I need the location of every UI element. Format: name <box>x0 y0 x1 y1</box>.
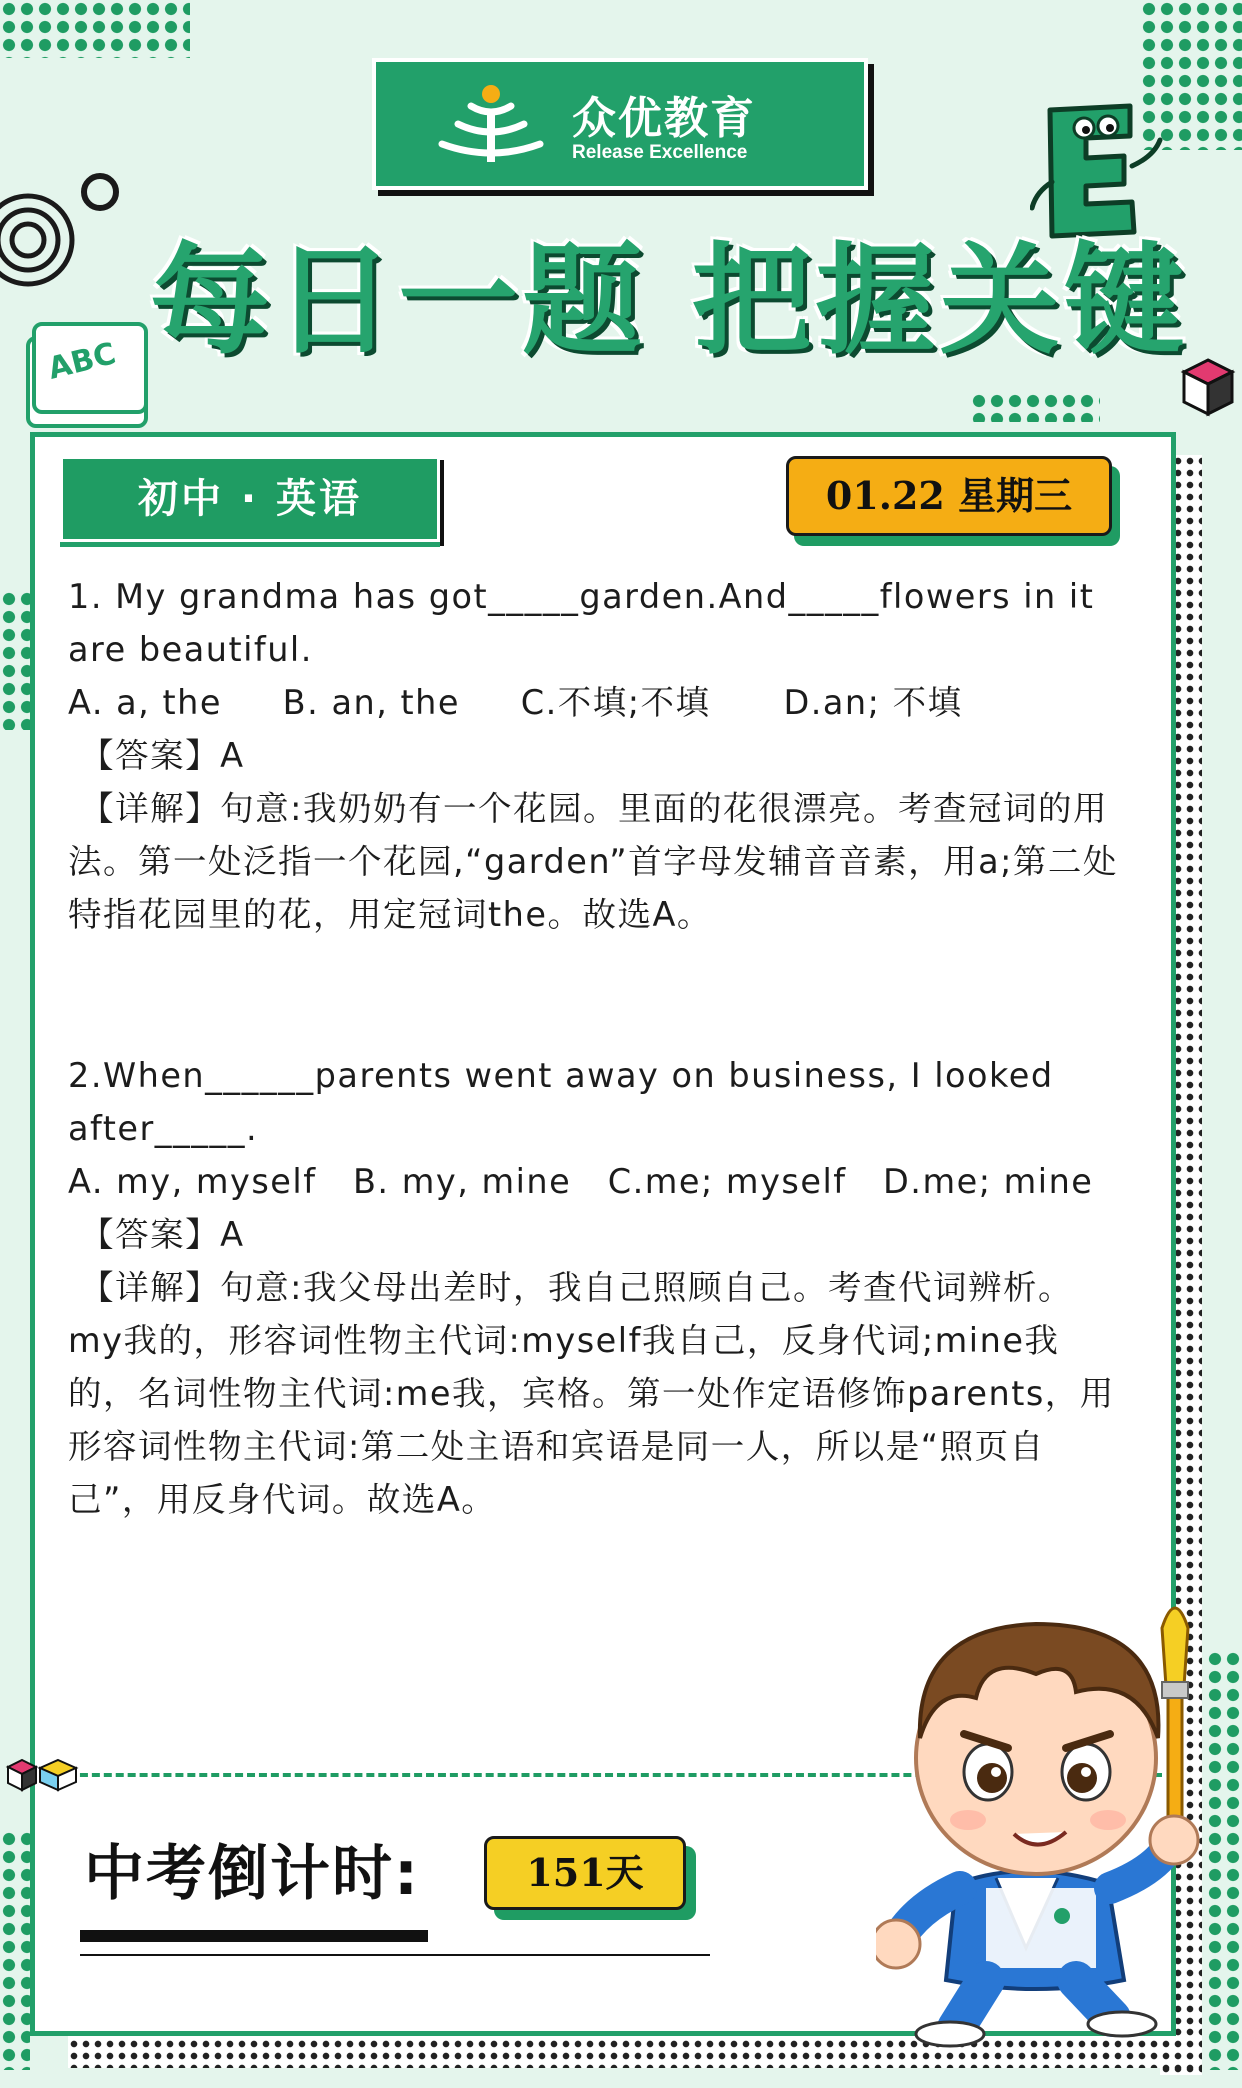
question-options: A. a, the B. an, the C.不填;不填 D.an; 不填 <box>68 683 963 722</box>
tree-logo-icon <box>436 82 546 166</box>
dot-pattern-mid-right <box>970 392 1100 422</box>
countdown-value: 151天 <box>484 1836 686 1910</box>
cube-icon <box>1180 356 1236 418</box>
dot-pattern-top-left <box>0 0 190 58</box>
boy-mascot-icon <box>876 1588 1206 2048</box>
target-icon <box>0 170 130 300</box>
question-explanation: 【详解】句意:我奶奶有一个花园。里面的花很漂亮。考查冠词的用法。第一处泛指一个花园,“garden”首字母发辅音音素，用a;第二处特指花园里的花，用定冠词the。故选A。 <box>68 789 1118 934</box>
subject-tag-underline <box>60 542 440 547</box>
question-stem: 1. My grandma has got_____garden.And_____flowers in it are beautiful. <box>68 577 1107 669</box>
question-2 <box>68 1049 1118 1526</box>
dot-pattern-bottom-left <box>0 1830 30 2070</box>
question-answer: 【答案】A <box>68 1215 245 1254</box>
countdown-label: 中考倒计时: <box>84 1839 420 1909</box>
question-options: A. my, myself B. my, mine C.me; myself D.me; mine <box>68 1162 1094 1201</box>
date-tag: 01.22 星期三 <box>786 456 1112 536</box>
dot-pattern-bottom-right <box>1206 1650 1242 2070</box>
brand-name-cn: 众优教育 <box>572 93 756 144</box>
countdown-underline-thick <box>80 1930 428 1942</box>
countdown-underline-thin <box>80 1954 710 1956</box>
abc-book-icon <box>26 322 144 426</box>
question-explanation: 【详解】句意:我父母出差时，我自己照顾自己。考查代词辨析。my我的，形容词性物主代词:myself我自己，反身代词;mine我的，名词性物主代词:me我，宾格。第一处作定语修饰parents，用形容词性物主代词:第二处主语和宾语是同一人，所以是“照页自己”，用反身代词。故选A。 <box>68 1268 1115 1519</box>
abc-label: ABC <box>44 336 120 387</box>
small-cubes-icon <box>4 1756 82 1796</box>
brand-logo <box>372 58 868 190</box>
dot-pattern-left-side <box>0 590 30 730</box>
letter-e-mascot-icon <box>1030 96 1170 246</box>
question-answer: 【答案】A <box>68 736 245 775</box>
subject-tag: 初中 · 英语 <box>60 456 440 542</box>
question-content <box>68 570 1118 1526</box>
question-1 <box>68 570 1118 941</box>
brand-name-en: Release Excellence <box>572 142 748 163</box>
question-stem: 2.When______parents went away on business, I looked after_____. <box>68 1056 1066 1148</box>
page-headline: 每日一题 把握关键 <box>150 232 1188 371</box>
